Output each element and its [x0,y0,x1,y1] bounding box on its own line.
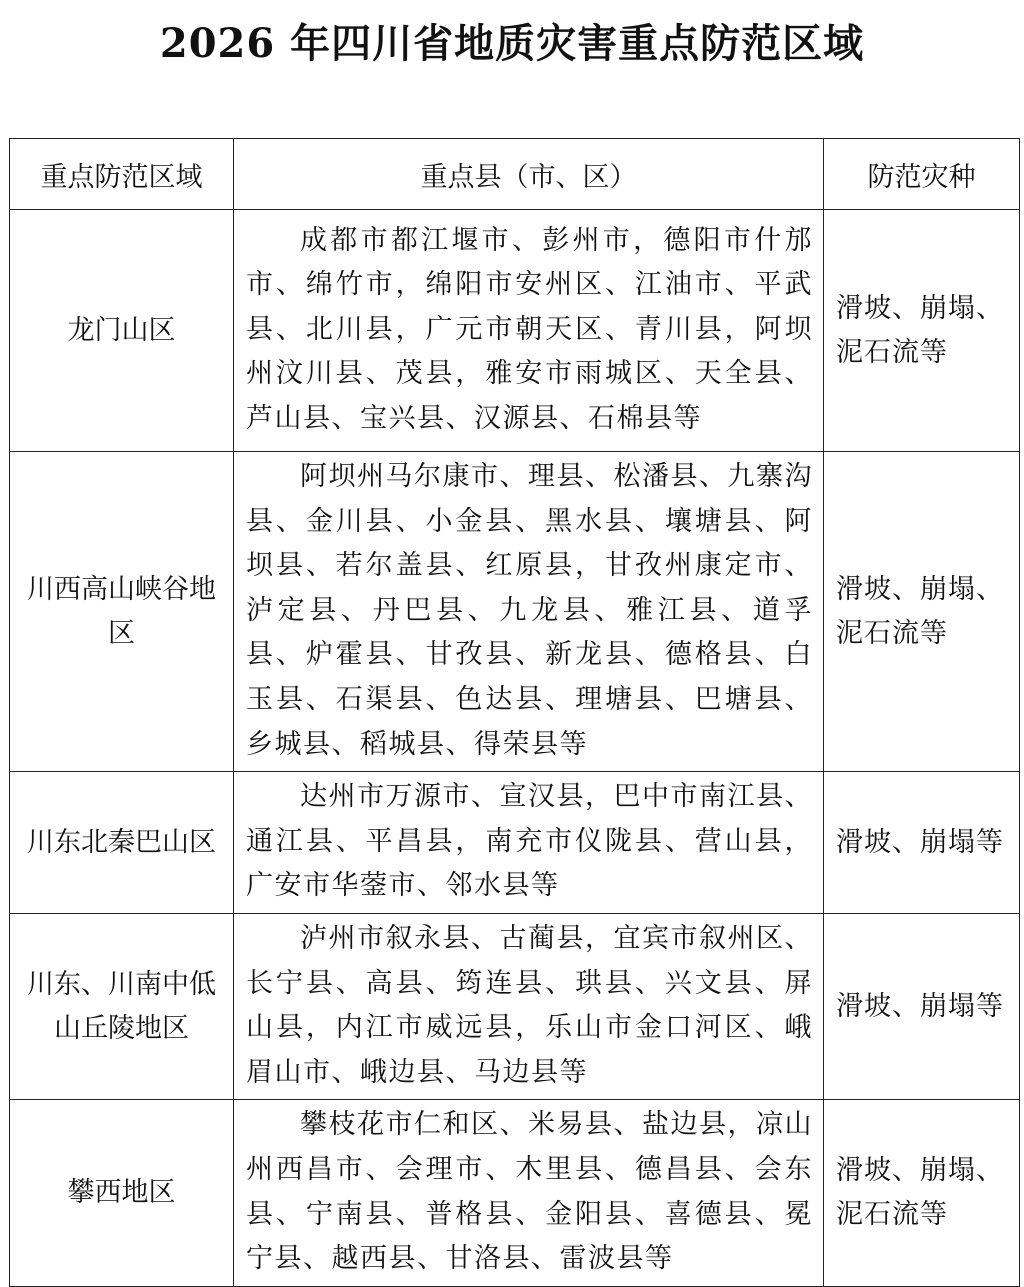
table-row [10,772,1020,914]
table-row [10,1100,1020,1286]
prevention-zones-table [9,138,1020,1287]
hazard-cell: 滑坡、崩塌、泥石流等 [824,1100,1020,1286]
hazard-cell: 滑坡、崩塌等 [824,913,1020,1099]
counties-cell: 达州市万源市、宣汉县，巴中市南江县、通江县、平昌县，南充市仪陇县、营山县，广安市华蓥市、邻水县等 [234,772,824,914]
table-row [10,210,1020,452]
page-title: 2026 年四川省地质灾害重点防范区域 [159,20,865,67]
table-header-row [10,139,1020,210]
table-row [10,452,1020,772]
counties-cell: 泸州市叙永县、古蔺县，宜宾市叙州区、长宁县、高县、筠连县、珙县、兴文县、屏山县，内江市威远县，乐山市金口河区、峨眉山市、峨边县、马边县等 [234,913,824,1099]
hazard-cell: 滑坡、崩塌、泥石流等 [824,452,1020,772]
counties-cell: 阿坝州马尔康市、理县、松潘县、九寨沟县、金川县、小金县、黑水县、壤塘县、阿坝县、若尔盖县、红原县，甘孜州康定市、泸定县、丹巴县、九龙县、雅江县、道孚县、炉霍县、甘孜县、新龙县、德格县、白玉县、石渠县、色达县、理塘县、巴塘县、乡城县、稻城县、得荣县等 [234,452,824,772]
table-row [10,913,1020,1099]
counties-cell: 成都市都江堰市、彭州市，德阳市什邡市、绵竹市，绵阳市安州区、江油市、平武县、北川县，广元市朝天区、青川县，阿坝州汶川县、茂县，雅安市雨城区、天全县、芦山县、宝兴县、汉源县、石棉县等 [234,210,824,452]
region-cell: 攀西地区 [10,1100,234,1286]
hazard-cell: 滑坡、崩塌等 [824,772,1020,914]
region-cell: 川东、川南中低山丘陵地区 [10,913,234,1099]
header-counties: 重点县（市、区） [234,139,824,210]
region-cell: 川西高山峡谷地区 [10,452,234,772]
region-cell: 龙门山区 [10,210,234,452]
region-cell: 川东北秦巴山区 [10,772,234,914]
counties-cell: 攀枝花市仁和区、米易县、盐边县，凉山州西昌市、会理市、木里县、德昌县、会东县、宁南县、普格县、金阳县、喜德县、冕宁县、越西县、甘洛县、雷波县等 [234,1100,824,1286]
header-region: 重点防范区域 [10,139,234,210]
header-hazard: 防范灾种 [824,139,1020,210]
hazard-cell: 滑坡、崩塌、泥石流等 [824,210,1020,452]
